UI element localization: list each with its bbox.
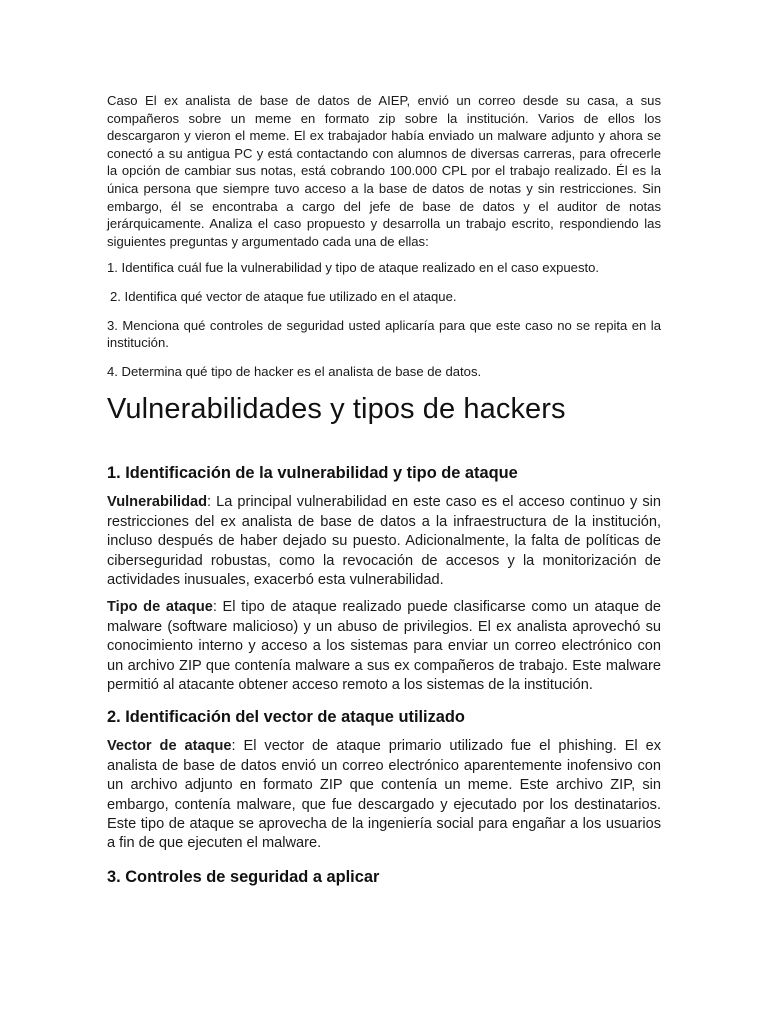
section-1-paragraph-tipo-ataque	[107, 598, 661, 695]
vulnerabilidad-text: : La principal vulnerabilidad en este caso es el acceso continuo y sin restricciones del ex analista de base de datos a la infraestructura de la institución, incluso después de haber dejado su puesto. Adicionalmente, la falta de políticas de ciberseguridad robustas, como la revocación de accesos y la monitorización de actividades inusuales, exacerbó esta vulnerabilidad.	[107, 494, 661, 588]
question-2: 2. Identifica qué vector de ataque fue utilizado en el ataque.	[110, 288, 457, 304]
term-vector-de-ataque: Vector de ataque	[107, 738, 232, 755]
section-1-paragraph-vulnerabilidad	[107, 493, 661, 590]
question-1: 1. Identifica cuál fue la vulnerabilidad y tipo de ataque realizado en el caso expuesto.	[107, 260, 600, 276]
question-4: 4. Determina qué tipo de hacker es el analista de base de datos.	[107, 363, 482, 379]
section-2-heading: 2. Identificación del vector de ataque utilizado	[107, 708, 465, 727]
document-title: Vulnerabilidades y tipos de hackers	[107, 393, 566, 426]
question-3: 3. Menciona qué controles de seguridad usted aplicaría para que este caso no se repita en la institución.	[107, 317, 661, 351]
case-intro: Caso El ex analista de base de datos de AIEP, envió un correo desde su casa, a sus compañeros sobre un meme en formato zip sobre la institución. Varios de ellos los descargaron y vieron el meme. El ex trabajador había enviado un malware adjunto y ahora se conectó a su antigua PC y está contactando con alumnos de diversas carreras, para ofrecerle la opción de cambiar sus notas, está cobrando 100.000 CPL por el trabajo realizado. Él es la única persona que siempre tuvo acceso a la base de datos de notas y sin restricciones. Sin embargo, él se encontraba a cargo del jefe de base de datos y el auditor de notas jerárquicamente. Analiza el caso propuesto y desarrolla un trabajo escrito, respondiendo las siguientes preguntas y argumentado cada una de ellas:	[107, 93, 661, 249]
section-1-heading: 1. Identificación de la vulnerabilidad y tipo de ataque	[107, 464, 518, 483]
section-2-paragraph-vector	[107, 737, 661, 853]
tipo-ataque-text: : El tipo de ataque realizado puede clasificarse como un ataque de malware (software malicioso) y un abuso de privilegios. El ex analista aprovechó su conocimiento interno y acceso a los sistemas para enviar un correo electrónico con un archivo ZIP que contenía malware a sus ex compañeros de trabajo. Este malware permitió al atacante obtener acceso remoto a los sistemas de la institución.	[107, 599, 661, 693]
vector-text: : El vector de ataque primario utilizado fue el phishing. El ex analista de base de datos envió un correo electrónico aparentemente inofensivo con un archivo adjunto en formato ZIP que contenía un meme. Este archivo ZIP, sin embargo, contenía malware, que fue descargado y ejecutado por los destinatarios. Este tipo de ataque se aprovecha de la ingeniería social para engañar a los usuarios a fin de que ejecuten el malware.	[107, 738, 661, 852]
term-tipo-de-ataque: Tipo de ataque	[107, 599, 213, 616]
section-3-heading: 3. Controles de seguridad a aplicar	[107, 867, 380, 886]
term-vulnerabilidad: Vulnerabilidad	[107, 494, 208, 511]
